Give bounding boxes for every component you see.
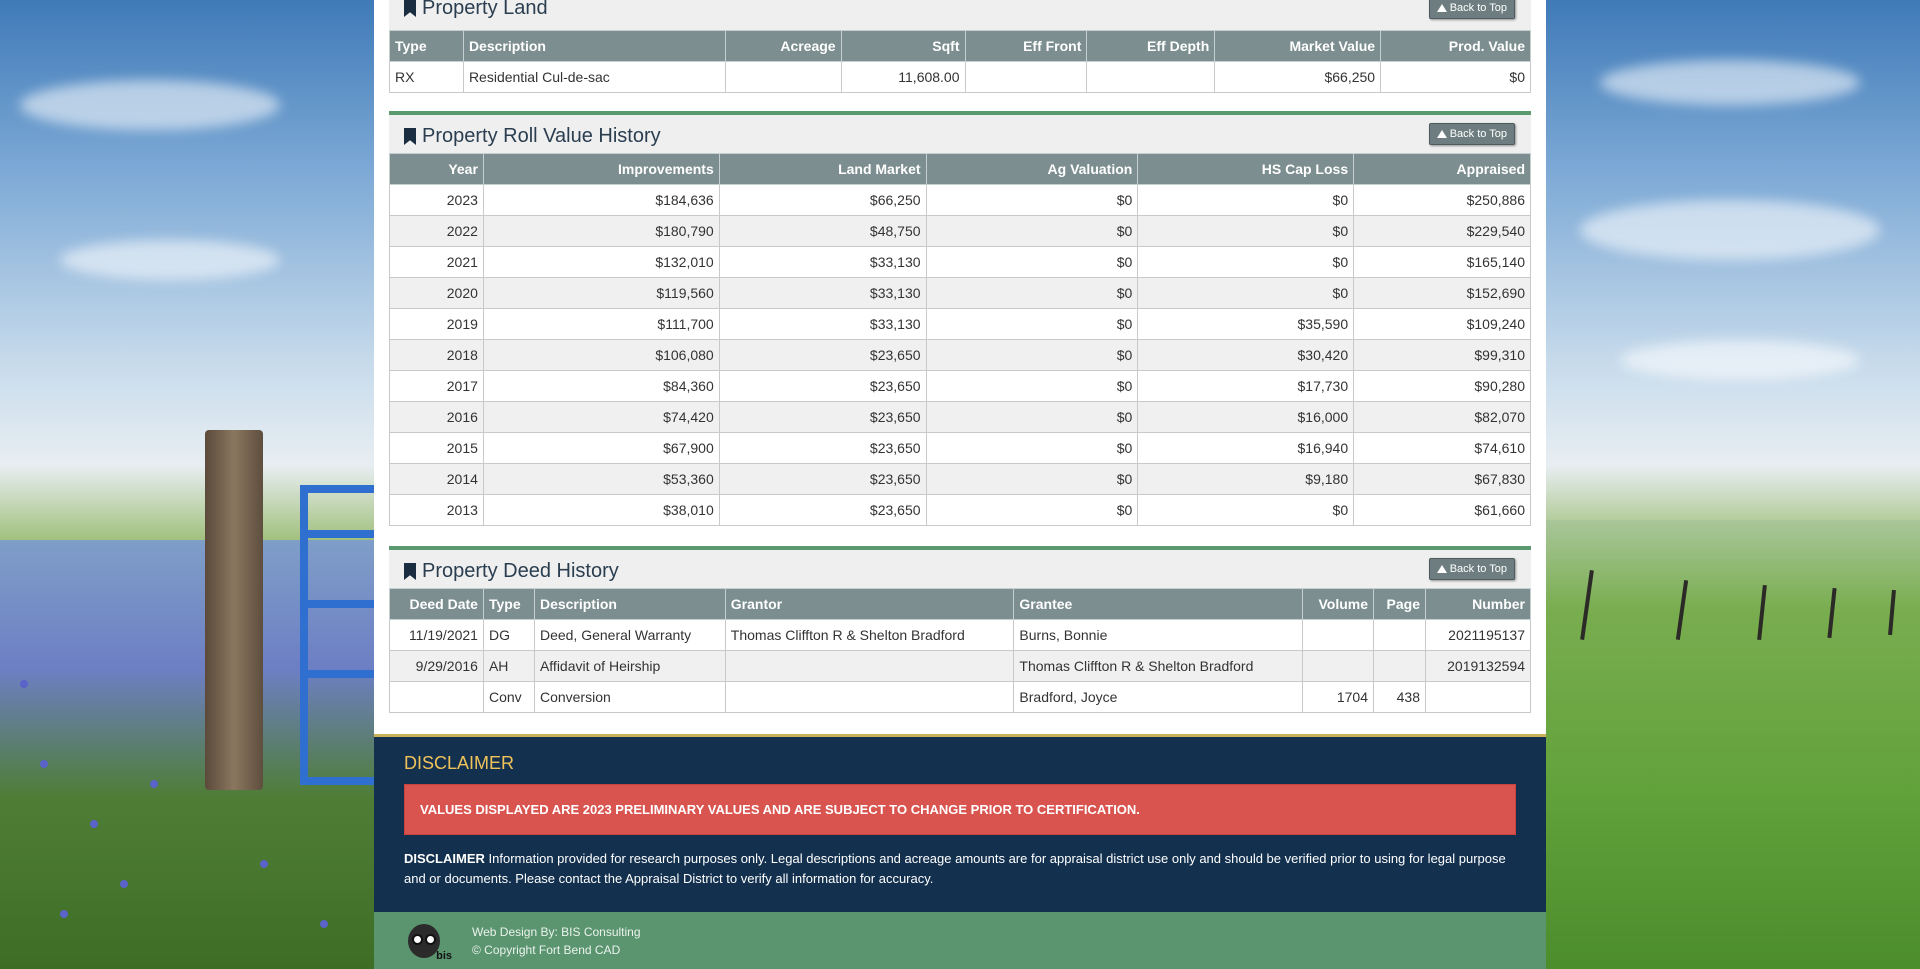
table-cell: 2021 [390,247,484,278]
disclaimer-text [404,849,1516,889]
back-to-top-button[interactable] [1429,123,1515,145]
table-cell: $74,420 [483,402,719,433]
table-cell: $0 [926,495,1138,526]
table-cell: $0 [926,340,1138,371]
table-cell: Residential Cul-de-sac [463,62,725,93]
table-cell [725,651,1014,682]
table-cell: Conv [483,682,534,713]
table-cell: 2017 [390,371,484,402]
bookmark-icon [404,563,416,580]
bis-logo [404,918,452,964]
table-cell: $0 [926,278,1138,309]
table-cell: $109,240 [1354,309,1531,340]
table-cell: 11/19/2021 [390,620,484,651]
table-cell: $67,830 [1354,464,1531,495]
disclaimer-body: Information provided for research purposes only. Legal descriptions and acreage amounts are for appraisal district use only and should be verified prior to using for legal purpose and or documents. Please contact the Appraisal District to verify all information for accuracy. [404,851,1506,886]
table-cell: $180,790 [483,216,719,247]
column-header: Grantee [1014,589,1303,620]
table-cell: $90,280 [1354,371,1531,402]
table-cell [1087,62,1215,93]
table-row [390,495,1531,526]
table-cell: Deed, General Warranty [534,620,725,651]
table-cell: $0 [1381,62,1531,93]
arrow-up-icon [1437,4,1447,12]
column-header: Year [390,154,484,185]
table-row [390,309,1531,340]
back-to-top-button[interactable] [1429,558,1515,580]
table-cell: $0 [1138,247,1354,278]
column-header: Description [534,589,725,620]
back-to-top-label: Back to Top [1449,2,1507,14]
arrow-up-icon [1437,565,1447,573]
section-title [404,125,661,148]
disclaimer-title: DISCLAIMER [404,753,515,773]
roll-value-history-title: Property Roll Value History [422,125,661,147]
table-cell: $23,650 [719,433,926,464]
copyright-text: © Copyright Fort Bend CAD [472,942,621,957]
column-header: Eff Front [965,31,1087,62]
column-header: Grantor [725,589,1014,620]
section-title [404,560,619,583]
table-cell: 2020 [390,278,484,309]
table-cell: $250,886 [1354,185,1531,216]
column-header: Improvements [483,154,719,185]
table-cell: $23,650 [719,402,926,433]
table-cell: $35,590 [1138,309,1354,340]
deed-history-table [389,588,1531,713]
table-cell [1374,651,1426,682]
table-cell: $184,636 [483,185,719,216]
table-row [390,185,1531,216]
roll-value-history-table [389,153,1531,526]
table-cell: $61,660 [1354,495,1531,526]
column-header: Land Market [719,154,926,185]
property-land-table [389,30,1531,93]
table-cell: $106,080 [483,340,719,371]
table-row [390,682,1531,713]
section-title [404,0,548,20]
table-cell: $16,000 [1138,402,1354,433]
column-header: Sqft [841,31,965,62]
table-cell: $0 [926,371,1138,402]
table-cell: 2019 [390,309,484,340]
back-to-top-label: Back to Top [1449,563,1507,575]
table-cell: AH [483,651,534,682]
table-cell [725,62,841,93]
table-cell [1303,651,1374,682]
section-header [389,115,1531,153]
table-cell: Conversion [534,682,725,713]
table-cell: $0 [926,402,1138,433]
table-row [390,278,1531,309]
table-row [390,402,1531,433]
table-cell: 438 [1374,682,1426,713]
column-header: Page [1374,589,1426,620]
table-row [390,464,1531,495]
bookmark-icon [404,128,416,145]
table-cell: $38,010 [483,495,719,526]
table-row [390,247,1531,278]
table-row [390,340,1531,371]
table-cell: $0 [1138,216,1354,247]
column-header: Ag Valuation [926,154,1138,185]
table-cell: $99,310 [1354,340,1531,371]
table-cell: Bradford, Joyce [1014,682,1303,713]
property-land-section [389,0,1531,92]
table-cell: $74,610 [1354,433,1531,464]
main-content [374,0,1546,969]
back-to-top-button[interactable] [1429,0,1515,19]
table-cell: 2018 [390,340,484,371]
table-cell: Burns, Bonnie [1014,620,1303,651]
table-cell: 2014 [390,464,484,495]
table-cell: $0 [1138,278,1354,309]
preliminary-values-alert: VALUES DISPLAYED ARE 2023 PRELIMINARY VALUES AND ARE SUBJECT TO CHANGE PRIOR TO CERTIFICATION. [404,784,1516,835]
column-header: Type [483,589,534,620]
table-cell: $0 [1138,495,1354,526]
table-cell: $23,650 [719,340,926,371]
column-header: Description [463,31,725,62]
table-cell: 2013 [390,495,484,526]
logo-text: bis [436,949,452,962]
table-cell: $66,250 [1215,62,1381,93]
table-cell [965,62,1087,93]
table-row [390,62,1531,93]
table-cell: $0 [926,464,1138,495]
table-cell: $152,690 [1354,278,1531,309]
disclaimer-label: DISCLAIMER [404,851,485,866]
table-cell: Thomas Cliffton R & Shelton Bradford [725,620,1014,651]
deed-history-title: Property Deed History [422,560,619,582]
column-header: Prod. Value [1381,31,1531,62]
table-cell: $0 [1138,185,1354,216]
table-cell: $111,700 [483,309,719,340]
column-header: Number [1425,589,1530,620]
table-cell: $0 [926,216,1138,247]
table-cell: $0 [926,185,1138,216]
table-cell: $84,360 [483,371,719,402]
bookmark-icon [404,0,416,17]
table-cell: $229,540 [1354,216,1531,247]
table-cell: 2023 [390,185,484,216]
section-header [389,0,1531,30]
table-cell: 2019132594 [1425,651,1530,682]
table-cell: $132,010 [483,247,719,278]
table-cell: RX [390,62,464,93]
table-cell: $9,180 [1138,464,1354,495]
table-cell: $67,900 [483,433,719,464]
table-row [390,620,1531,651]
table-cell: $48,750 [719,216,926,247]
table-cell: 2022 [390,216,484,247]
disclaimer-section [374,734,1546,912]
table-cell: $16,940 [1138,433,1354,464]
table-cell: $33,130 [719,309,926,340]
table-cell [1374,620,1426,651]
table-cell [390,682,484,713]
table-cell: 11,608.00 [841,62,965,93]
table-cell: $17,730 [1138,371,1354,402]
table-cell [1425,682,1530,713]
column-header: Deed Date [390,589,484,620]
table-row [390,433,1531,464]
column-header: Acreage [725,31,841,62]
table-cell: 9/29/2016 [390,651,484,682]
section-header [389,550,1531,588]
column-header: Market Value [1215,31,1381,62]
table-cell: 2015 [390,433,484,464]
table-cell: $165,140 [1354,247,1531,278]
table-cell: $33,130 [719,278,926,309]
table-cell: $33,130 [719,247,926,278]
table-cell: $119,560 [483,278,719,309]
property-land-title: Property Land [422,0,548,19]
column-header: Volume [1303,589,1374,620]
table-cell: 1704 [1303,682,1374,713]
footer [374,912,1546,969]
arrow-up-icon [1437,130,1447,138]
web-design-credit: Web Design By: BIS Consulting [472,924,641,939]
table-cell: $23,650 [719,495,926,526]
table-cell: $0 [926,309,1138,340]
column-header: HS Cap Loss [1138,154,1354,185]
table-cell: $0 [926,247,1138,278]
table-cell: 2016 [390,402,484,433]
roll-value-history-section [389,111,1531,526]
back-to-top-label: Back to Top [1449,128,1507,140]
table-cell: Thomas Cliffton R & Shelton Bradford [1014,651,1303,682]
deed-history-section [389,546,1531,713]
table-cell: $23,650 [719,371,926,402]
table-cell [725,682,1014,713]
table-cell [1303,620,1374,651]
footer-credits [472,923,641,959]
table-cell: $82,070 [1354,402,1531,433]
table-cell: $30,420 [1138,340,1354,371]
table-cell: $66,250 [719,185,926,216]
column-header: Appraised [1354,154,1531,185]
table-row [390,371,1531,402]
column-header: Type [390,31,464,62]
table-cell: $53,360 [483,464,719,495]
table-cell: $23,650 [719,464,926,495]
table-row [390,216,1531,247]
table-cell: Affidavit of Heirship [534,651,725,682]
table-row [390,651,1531,682]
table-cell: 2021195137 [1425,620,1530,651]
table-cell: $0 [926,433,1138,464]
table-cell: DG [483,620,534,651]
column-header: Eff Depth [1087,31,1215,62]
